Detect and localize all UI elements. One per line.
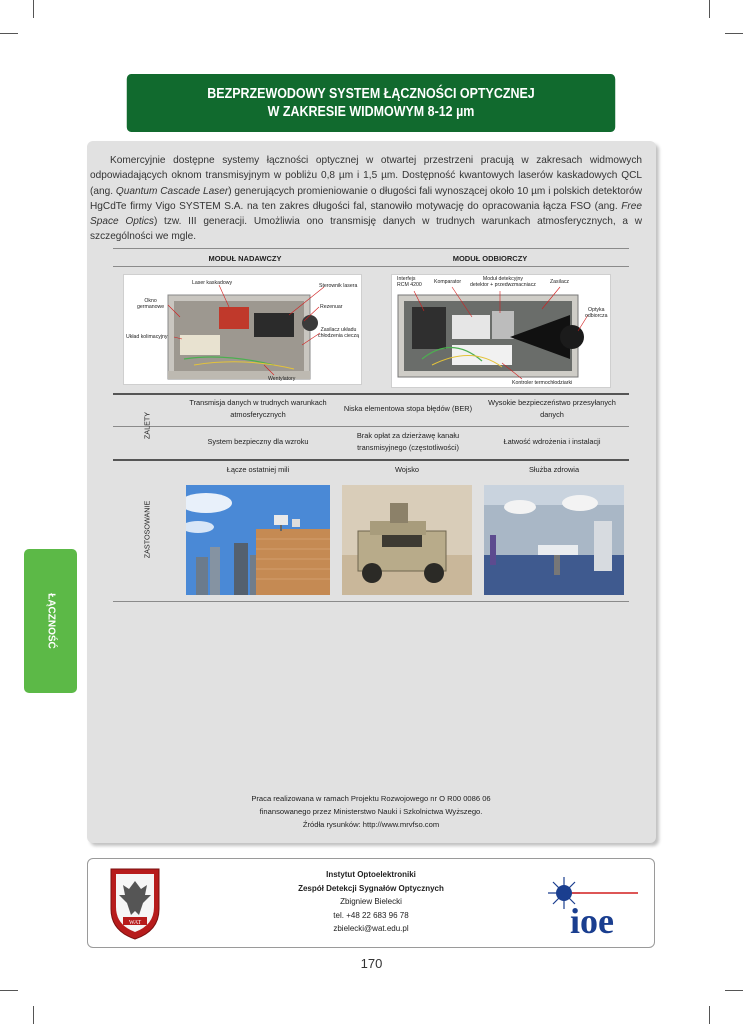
application-caption: Wojsko [394,465,420,474]
healthcare-photo [484,485,624,595]
advantage-cell: Łatwość wdrożenia i instalacji [503,437,601,446]
label-interface: Interfejs RCM 4200 [397,276,422,288]
intro-term-qcl: Quantum Cascade Laser [115,185,229,197]
rx-module-photo [391,274,611,388]
advantage-cell: Brak opłat za dzierżawę kanału transmisyjnego (częstotliwości) [356,431,460,452]
rx-module-illustration [392,275,610,387]
table-rule [113,248,629,249]
crop-mark [725,990,743,991]
applications-label: ZASTOSOWANIE [142,500,152,559]
contact-box [87,858,655,948]
label-comparator: Komparator [434,279,462,285]
label-psu: Zasilacz [550,279,570,285]
last-mile-photo [186,485,330,595]
advantage-cell: Transmisja danych w trudnych warunkach atmosferycznych [189,398,327,419]
label-fans: Wentylatory [268,376,296,382]
tx-module-heading: MODUŁ NADAWCZY [208,254,282,263]
label-controller: Sterownik lasera [319,283,358,289]
ioe-logo-icon [542,871,642,937]
label-tec: Kontroler termochłodziarki [512,380,573,386]
tx-module-photo [123,274,362,385]
advantages-label: ZALETY [142,411,152,440]
ioe-logo-text: ioe [570,901,614,937]
contact-phone: tel. +48 22 683 96 78 [333,910,409,920]
label-cooling: Zasilacz układu chłodzenia cieczą [318,327,359,339]
intro-text-1: Komercyjnie dostępne systemy łączności optycznej w otwartej przestrzeni pracują w zakresach widmowych odpowiadających oknom transmisyjnym w pobliżu 0,8 µm i 1,5 µm. Dostępność kwantowych laserów kaskadowych QCL (ang. [90,155,642,197]
crop-mark [33,0,34,18]
label-collimator: Układ kolimacyjny [126,334,168,340]
table-rule [113,266,629,267]
funding-line-2: finansowanego przez Ministerstwo Nauki i Szkolnictwa Wyższego. [259,807,483,816]
label-laser: Laser kaskadowy [192,280,233,286]
sources-line: Źródła rysunków: http://www.mrvfso.com [302,820,440,829]
crop-mark [709,1006,710,1024]
application-caption: Służba zdrowia [528,465,580,474]
advantage-cell: Wysokie bezpieczeństwo przesyłanych danych [488,398,616,419]
funding-note [113,792,629,831]
crop-mark [0,990,18,991]
page-number: 170 [360,956,383,971]
rx-module-heading: MODUŁ ODBIORCZY [452,254,528,263]
contact-email: zbielecki@wat.edu.pl [333,924,409,933]
institute-name: Instytut Optoelektroniki [326,870,416,879]
intro-paragraph [90,153,642,245]
crop-mark [33,1006,34,1024]
contact-person: Zbigniew Bielecki [340,897,402,906]
title-line-2: W ZAKRESIE WIDMOWYM 8-12 µm [267,104,475,120]
application-caption: Łącze ostatniej mili [226,465,290,474]
label-window: Okno germanowe [137,298,165,310]
label-optics: Optyka odbiorcza [585,307,608,319]
military-photo [342,485,472,595]
advantage-cell: System bezpieczny dla wzroku [207,437,309,446]
table-rule [113,426,629,427]
label-mirror: Rezenuar [320,304,343,310]
page-title [127,74,615,132]
wat-logo-text: WAT [128,920,142,926]
crop-mark [725,33,743,34]
title-line-1: BEZPRZEWODOWY SYSTEM ŁĄCZNOŚCI OPTYCZNEJ [207,86,535,102]
table-rule [113,601,629,602]
team-name: Zespół Detekcji Sygnałów Optycznych [298,883,444,893]
crop-mark [0,33,18,34]
crop-mark [709,0,710,18]
table-rule [113,393,629,395]
advantage-cell: Niska elementowa stopa błędów (BER) [343,404,473,413]
intro-term-fso: Free Space Optics [90,200,642,228]
intro-text-3: ) tzw. III generacji. Umożliwia ono transmisję danych w trudnych warunkach atmosferycznych, a w szczególności we mgle. [90,216,643,243]
label-detector: Moduł detekcyjny detektor + przedwzmacniacz [470,276,536,288]
intro-text-2: ) generujących promieniowanie o długości fali wynoszącej około 10 µm i polskich detektorów HgCdTe firmy Vigo SYSTEM S.A. na ten zakres długości fal, stanowiło motywację do opracowania łącza FSO (ang. [90,185,643,212]
section-tab [24,549,77,693]
funding-line-1: Praca realizowana w ramach Projektu Rozwojowego nr O R00 0086 06 [251,794,491,803]
table-rule [113,459,629,461]
section-tab-label: ŁĄCZNOŚĆ [45,593,56,649]
